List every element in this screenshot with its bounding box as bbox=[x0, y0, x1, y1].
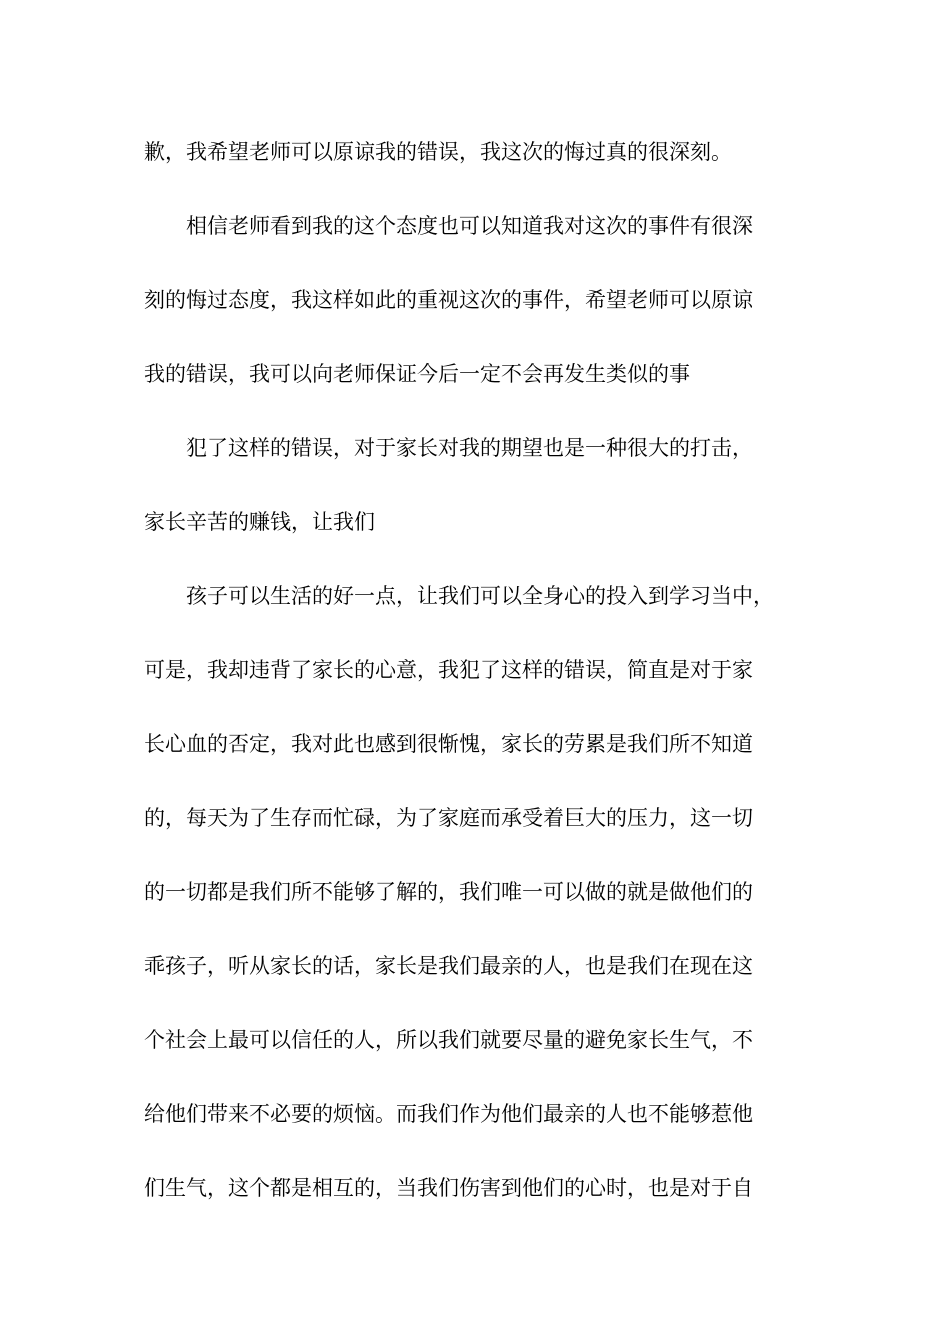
text-line: 个社会上最可以信任的人，所以我们就要尽量的避免家长生气，不 bbox=[144, 1028, 753, 1052]
text-line: 给他们带来不必要的烦恼。而我们作为他们最亲的人也不能够惹他 bbox=[144, 1102, 753, 1126]
text-line: 们生气，这个都是相互的，当我们伤害到他们的心时，也是对于自 bbox=[144, 1176, 753, 1200]
paragraph-first-line: 犯了这样的错误，对于家长对我的期望也是一种很大的打击， bbox=[186, 436, 753, 460]
text-line: 乖孩子，听从家长的话，家长是我们最亲的人，也是我们在现在这 bbox=[144, 954, 753, 978]
text-line: 可是，我却违背了家长的心意，我犯了这样的错误，简直是对于家 bbox=[144, 658, 753, 682]
text-line: 我的错误，我可以向老师保证今后一定不会再发生类似的事 bbox=[144, 362, 690, 386]
text-line: 家长辛苦的赚钱，让我们 bbox=[144, 510, 375, 534]
text-line: 的一切都是我们所不能够了解的，我们唯一可以做的就是做他们的 bbox=[144, 880, 753, 904]
text-line: 刻的悔过态度，我这样如此的重视这次的事件，希望老师可以原谅 bbox=[144, 288, 753, 312]
paragraph-first-line: 孩子可以生活的好一点，让我们可以全身心的投入到学习当中， bbox=[186, 584, 774, 608]
paragraph-first-line: 相信老师看到我的这个态度也可以知道我对这次的事件有很深 bbox=[186, 214, 753, 238]
text-line: 的，每天为了生存而忙碌，为了家庭而承受着巨大的压力，这一切 bbox=[144, 806, 753, 830]
text-line: 长心血的否定，我对此也感到很惭愧，家长的劳累是我们所不知道 bbox=[144, 732, 753, 756]
text-line: 歉，我希望老师可以原谅我的错误，我这次的悔过真的很深刻。 bbox=[144, 140, 732, 164]
